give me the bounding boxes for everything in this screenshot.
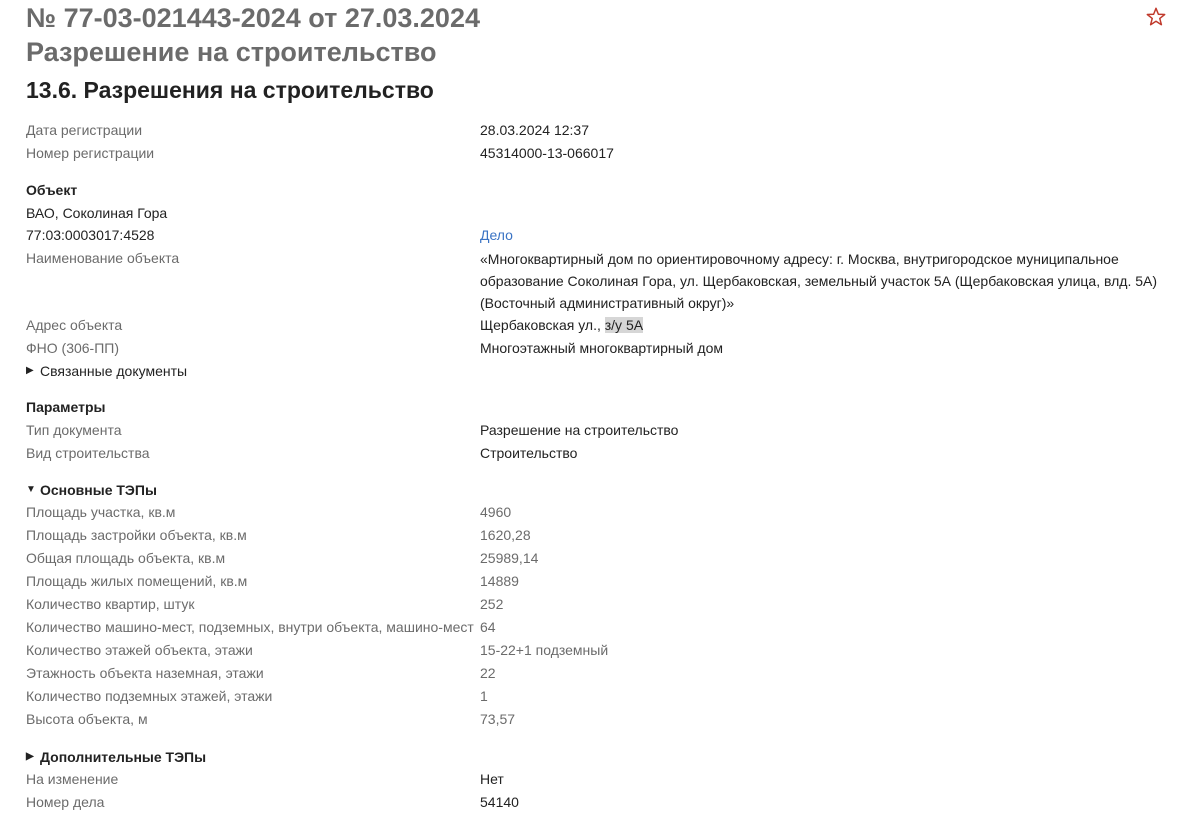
star-icon[interactable] <box>1145 6 1167 28</box>
tep-value: 252 <box>480 596 504 612</box>
tep-value: 25989,14 <box>480 550 539 566</box>
tep-row <box>26 662 1176 685</box>
tep-label: Площадь жилых помещений, кв.м <box>26 573 248 589</box>
extra-tep-heading: Дополнительные ТЭПы <box>40 749 207 765</box>
triangle-right-icon: ▶ <box>26 751 34 762</box>
tep-label: Высота объекта, м <box>26 711 148 727</box>
tep-value: 1 <box>480 688 488 704</box>
registration-date-row <box>26 119 1176 142</box>
object-name-label: Наименование объекта <box>26 250 180 266</box>
cadastral-row <box>26 224 1176 247</box>
tep-label: Общая площадь объекта, кв.м <box>26 550 226 566</box>
tep-label: Количество квартир, штук <box>26 596 195 612</box>
tep-label: Площадь участка, кв.м <box>26 504 176 520</box>
main-tep-heading: Основные ТЭПы <box>40 482 157 498</box>
tep-value: 14889 <box>480 573 519 589</box>
construction-type-row <box>26 442 1176 465</box>
fno-row <box>26 337 1176 360</box>
case-link[interactable]: Дело <box>480 227 513 243</box>
construction-type-value: Строительство <box>480 445 578 461</box>
tep-row <box>26 524 1176 547</box>
change-value: Нет <box>480 771 504 787</box>
registration-number-value: 45314000-13-066017 <box>480 145 614 161</box>
tep-value: 4960 <box>480 504 512 520</box>
tep-row <box>26 501 1176 524</box>
object-address-row <box>26 314 1176 337</box>
doc-type-label: Тип документа <box>26 422 122 438</box>
tep-value: 64 <box>480 619 496 635</box>
triangle-down-icon: ▼ <box>26 484 36 495</box>
construction-type-label: Вид строительства <box>26 445 150 461</box>
object-name-value: «Многоквартирный дом по ориентировочному адресу: г. Москва, внутригородское муниципальное образование Соколиная Гора, ул. Щербаковская, земельный участок 5А (Щербаковская улица, влд. 5А) (Восточный административный округ)» <box>480 251 1158 311</box>
tep-row <box>26 685 1176 708</box>
tep-value: 73,57 <box>480 711 516 727</box>
tep-row <box>26 639 1176 662</box>
tep-label: Площадь застройки объекта, кв.м <box>26 527 247 543</box>
registration-date-label: Дата регистрации <box>26 122 143 138</box>
tep-row <box>26 570 1176 593</box>
tep-row <box>26 708 1176 731</box>
fno-value: Многоэтажный многоквартирный дом <box>480 340 724 356</box>
object-name-row <box>26 247 1176 314</box>
tep-value: 1620,28 <box>480 527 531 543</box>
address-highlight: з/у 5А <box>604 317 644 333</box>
tep-value: 22 <box>480 665 496 681</box>
registration-number-label: Номер регистрации <box>26 145 155 161</box>
main-tep-toggle[interactable] <box>26 479 1176 501</box>
page-title: № 77-03-021443-2024 от 27.03.2024 <box>26 3 480 33</box>
object-district: ВАО, Соколиная Гора <box>26 205 168 221</box>
extra-tep-toggle[interactable] <box>26 746 1176 768</box>
case-number-row <box>26 791 1176 814</box>
change-row <box>26 768 1176 791</box>
doc-type-value: Разрешение на строительство <box>480 422 679 438</box>
document-type-subtitle: Разрешение на строительство <box>26 37 437 67</box>
related-docs-label: Связанные документы <box>40 363 188 379</box>
doc-type-row <box>26 419 1176 442</box>
main-tep-list <box>26 501 1176 731</box>
fno-label: ФНО (306-ПП) <box>26 340 120 356</box>
registration-number-row <box>26 142 1176 165</box>
related-docs-toggle[interactable] <box>26 360 1176 382</box>
object-heading: Объект <box>26 182 78 198</box>
cadastral-number: 77:03:0003017:4528 <box>26 227 155 243</box>
section-title: 13.6. Разрешения на строительство <box>26 77 434 103</box>
tep-row <box>26 593 1176 616</box>
parameters-heading: Параметры <box>26 399 106 415</box>
tep-label: Количество этажей объекта, этажи <box>26 642 253 658</box>
case-number-label: Номер дела <box>26 794 105 810</box>
tep-label: Этажность объекта наземная, этажи <box>26 665 264 681</box>
address-street: Щербаковская ул., <box>480 317 605 333</box>
tep-value: 15-22+1 подземный <box>480 642 609 658</box>
document-details <box>26 119 1176 814</box>
tep-row <box>26 547 1176 570</box>
registration-date-value: 28.03.2024 12:37 <box>480 122 589 138</box>
object-address-value <box>480 314 1176 337</box>
case-number-value: 54140 <box>480 794 519 810</box>
triangle-right-icon: ▶ <box>26 365 34 376</box>
tep-row <box>26 616 1176 639</box>
object-address-label: Адрес объекта <box>26 317 123 333</box>
tep-label: Количество подземных этажей, этажи <box>26 688 273 704</box>
tep-label: Количество машино-мест, подземных, внутри объекта, машино-мест <box>26 619 474 635</box>
change-label: На изменение <box>26 771 119 787</box>
